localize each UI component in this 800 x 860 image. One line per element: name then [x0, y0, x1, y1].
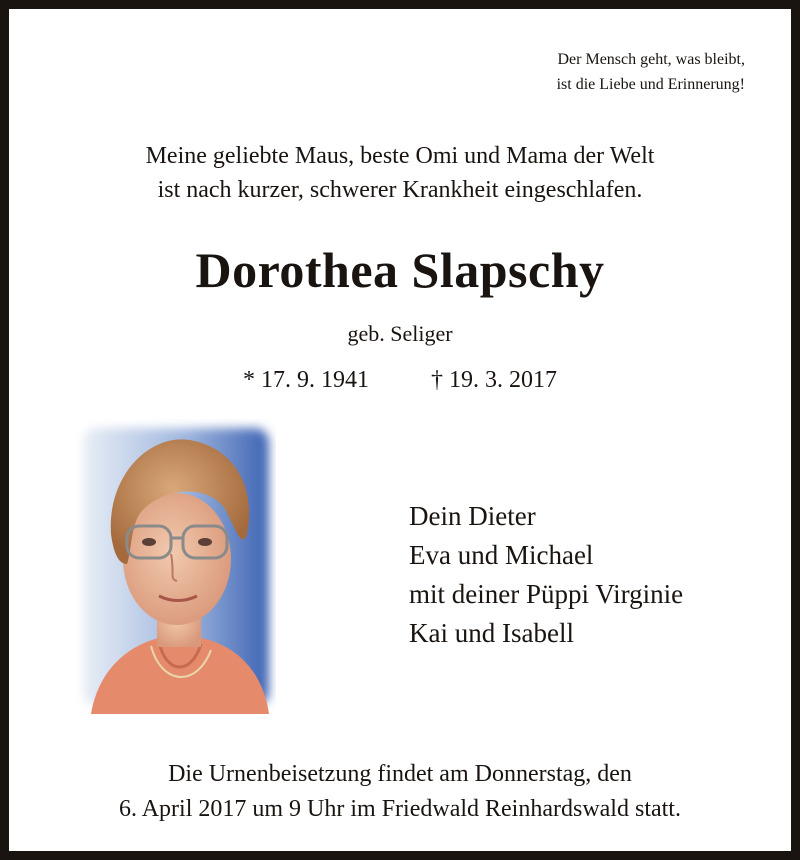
intro-line-1: Meine geliebte Maus, beste Omi und Mama der Welt — [145, 143, 655, 169]
motto-quote — [557, 47, 745, 97]
intro-line-2: ist nach kurzer, schwerer Krankheit eingeschlafen. — [157, 177, 643, 203]
funeral-notice — [9, 757, 791, 827]
deceased-name: Dorothea Slapschy — [195, 242, 605, 298]
life-dates — [9, 367, 791, 394]
death-date: † 19. 3. 2017 — [431, 367, 557, 393]
motto-line-2: ist die Liebe und Erinnerung! — [556, 76, 745, 93]
intro-text — [9, 139, 791, 207]
maiden-name: geb. Seliger — [347, 321, 453, 346]
funeral-line-1: Die Urnenbeisetzung findet am Donnerstag, den — [168, 761, 632, 787]
birth-date: * 17. 9. 1941 — [243, 367, 369, 393]
mourner-line: Kai und Isabell — [409, 618, 574, 648]
portrait-photo — [71, 414, 281, 719]
mourner-line: Dein Dieter — [409, 501, 536, 531]
motto-line-1: Der Mensch geht, was bleibt, — [557, 51, 745, 68]
mourners-list — [409, 497, 683, 653]
mourner-line: mit deiner Püppi Virginie — [409, 579, 684, 609]
mourner-line: Eva und Michael — [409, 540, 594, 570]
portrait-illustration — [71, 414, 281, 719]
funeral-line-2: 6. April 2017 um 9 Uhr im Friedwald Reinhardswald statt. — [119, 796, 681, 822]
